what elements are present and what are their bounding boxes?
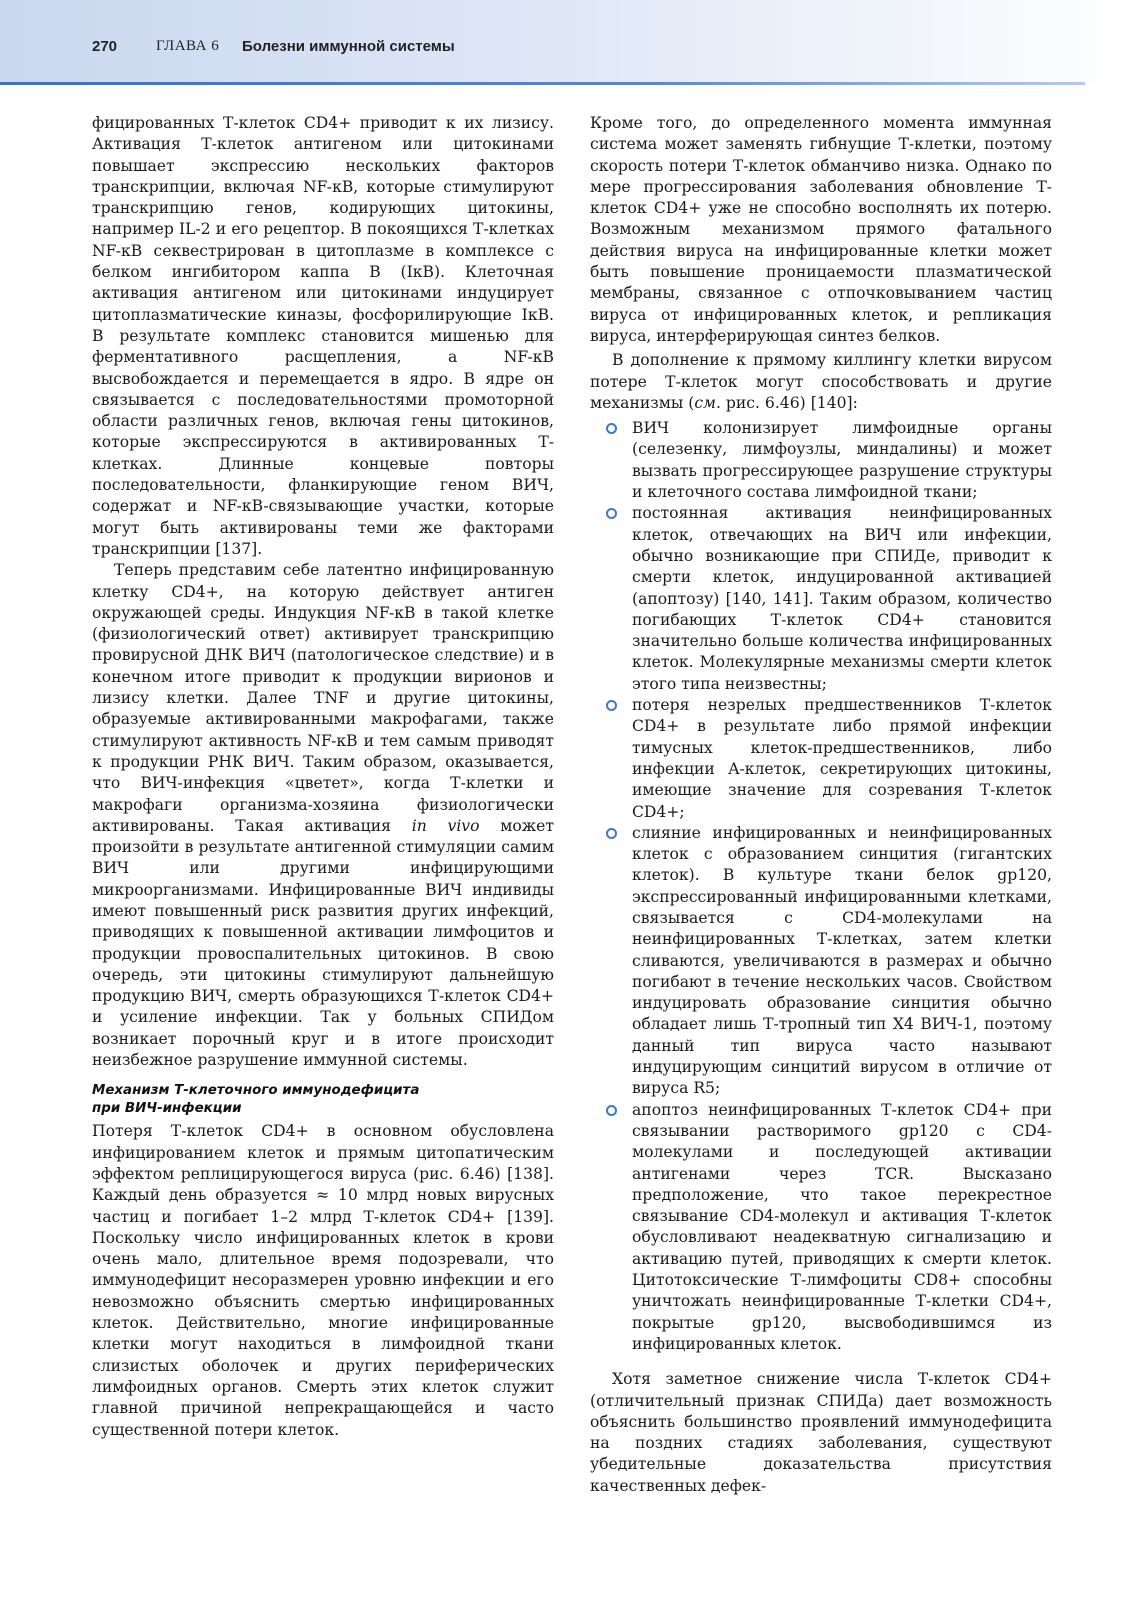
paragraph-text: В дополнение к прямому киллингу клетки вирусом потере Т-клеток могут способствовать и другие механизмы (	[590, 351, 1052, 412]
chapter-label: ГЛАВА 6	[156, 38, 220, 54]
page-number: 270	[92, 38, 118, 55]
header-rule	[0, 82, 1085, 85]
bullet-icon	[606, 1105, 617, 1116]
paragraph: Потеря Т-клеток CD4+ в основном обусловлена инфицированием клеток и прямым цитопатическим эффектом реплицирующегося вируса (рис. 6.46) [138]. Каждый день образуется ≈ 10 млрд новых вирусных частиц и погибает 1–2 млрд Т-клеток CD4+ [139]. Поскольку число инфицированных клеток в крови очень мало, длительное время подозревали, что иммунодефицит несоразмерен уровню инфекции и его невозможно объяснить смертью инфицированных клеток. Действительно, многие инфицированные клетки могут находиться в лимфоидной ткани слизистых оболочек и других периферических лимфоидных органов. Смерть этих клеток служит главной причиной непрекращающейся и часто существенной потери клеток.	[92, 1122, 554, 1439]
bullet-icon	[606, 423, 617, 434]
left-column	[92, 113, 554, 1441]
bullet-icon	[606, 700, 617, 711]
paragraph-text: рис. 6.46) [140]:	[720, 393, 858, 412]
list-item-text: потеря незрелых предшественников Т-клеток CD4+ в результате либо прямой инфекции тимусных клеток-предшественников, либо инфекции A-клеток, секретирующих цитокины, имеющие значение для созревания Т-клеток CD4+;	[632, 696, 1052, 821]
running-title: Болезни иммунной системы	[242, 38, 455, 55]
italic-term: in vivo	[411, 816, 480, 835]
list-item	[590, 695, 1052, 823]
section-subheading	[92, 1082, 554, 1118]
paragraph-text: Теперь представим себе латентно инфицированную клетку CD4+, на которую действует антиген окружающей среды. Индукция NF-κB в такой клетке (физиологический ответ) активирует транскрипцию провирусной ДНК ВИЧ (патологическое следствие) и в конечном итоге приводит к продукции вирионов и лизису клетки. Далее TNF и другие цитокины, образуемые активированными макрофагами, также стимулируют активность NF-κB и тем самым приводят к продукции РНК ВИЧ. Таким образом, оказывается, что ВИЧ-инфекция «цветет», когда Т-клетки и макрофаги организма-хозяина физиологически активированы. Такая активация	[92, 561, 554, 835]
paragraph	[92, 560, 554, 1071]
bullet-icon	[606, 828, 617, 839]
list-item-text: апоптоз неинфицированных Т-клеток CD4+ при связывании растворимого gp120 с CD4-молекулами и последующей активации антигенами через TCR. Высказано предположение, что такое перекрестное связывание CD4-молекул и активация Т-клеток обусловливают неадекватную сигнализацию и активацию путей, приводящих к смерти клеток. Цитотоксические Т-лимфоциты CD8+ способны уничтожать неинфицированные Т-клетки CD4+, покрытые gp120, высвободившимся из инфицированных клеток.	[632, 1100, 1052, 1353]
italic-term: см.	[694, 393, 721, 412]
list-item-text: постоянная активация неинфицированных клеток, отвечающих на ВИЧ или инфекции, обычно возникающие при СПИДе, приводит к смерти клеток, индуцированной активацией (апоптозу) [140, 141]. Таким образом, количество погибающих Т-клеток CD4+ становится значительно больше количества инфицированных клеток. Молекулярные механизмы смерти клеток этого типа неизвестны;	[632, 504, 1052, 693]
list-item	[590, 503, 1052, 695]
paragraph: Кроме того, до определенного момента иммунная система может заменять гибнущие Т-клетки, поэтому скорость потери Т-клеток обманчиво низка. Однако по мере прогрессирования заболевания обновление Т-клеток CD4+ уже не способно восполнять их потерю. Возможным механизмом прямого фатального действия вируса на инфицированные клетки может быть повышение проницаемости плазматической мембраны, связанное с отпочковыванием частиц вируса от инфицированных клеток, и репликация вируса, интерферирующая синтез белков.	[590, 114, 1052, 345]
paragraph: фицированных Т-клеток CD4+ приводит к их лизису. Активация Т-клеток антигеном или цитокинами повышает экспрессию нескольких факторов транскрипции, включая NF-κB, которые стимулируют транскрипцию генов, кодирующих цитокины, например IL-2 и его рецептор. В покоящихся Т-клетках NF-κB секвестрирован в цитоплазме в комплексе с белком ингибитором каппа B (IκB). Клеточная активация антигеном или цитокинами индуцирует цитоплазматические киназы, фосфорилирующие IκB. В результате комплекс становится мишенью для ферментативного расщепления, а NF-κB высвобождается и перемещается в ядро. В ядре он связывается с последовательностями промоторной области различных генов, включая гены цитокинов, которые экспрессируются в активированных Т-клетках. Длинные концевые повторы последовательности, фланкирующие геном ВИЧ, содержат и NF-κB-связывающие участки, которые могут быть активированы теми же факторами транскрипции [137].	[92, 114, 554, 558]
list-item	[590, 1100, 1052, 1356]
right-column	[590, 113, 1052, 1497]
bullet-icon	[606, 508, 617, 519]
subheading-line: при ВИЧ-инфекции	[92, 1101, 242, 1117]
subheading-line: Механизм Т-клеточного иммунодефицита	[92, 1083, 420, 1099]
paragraph	[590, 350, 1052, 414]
list-item-text: ВИЧ колонизирует лимфоидные органы (селезенку, лимфоузлы, миндалины) и может вызвать прогрессирующее разрушение структуры и клеточного состава лимфоидной ткани;	[632, 419, 1052, 502]
bullet-list	[590, 418, 1052, 1355]
list-item	[590, 823, 1052, 1100]
paragraph-text: может произойти в результате антигенной стимуляции самим ВИЧ или другими инфицирующими микроорганизмами. Инфицированные ВИЧ индивиды имеют повышенный риск развития других инфекций, приводящих к повышенной активации лимфоцитов и продукции провоспалительных цитокинов. В свою очередь, эти цитокины стимулируют дальнейшую продукцию ВИЧ, смерть образующихся Т-клеток CD4+ и усиление инфекции. Так у больных СПИДом возникает порочный круг и в итоге происходит неизбежное разрушение иммунной системы.	[92, 816, 554, 1070]
paragraph: Хотя заметное снижение числа Т-клеток CD4+ (отличительный признак СПИДа) дает возможность объяснить большинство проявлений иммунодефицита на поздних стадиях заболевания, существуют убедительные доказательства присутствия качественных дефек-	[590, 1370, 1052, 1495]
list-item	[590, 418, 1052, 503]
list-item-text: слияние инфицированных и неинфицированных клеток с образованием синцития (гигантских клеток). В культуре ткани белок gp120, экспрессированный инфицированными клетками, связывается с CD4-молекулами на неинфицированных Т-клетках, затем клетки сливаются, увеличиваются в размерах и обычно погибают в течение нескольких часов. Свойством индуцировать образование синцития обычно обладает лишь Т-тропный тип X4 ВИЧ-1, поэтому данный тип вируса часто называют индуцирующим синцитий вирусом в отличие от вируса R5;	[632, 823, 1052, 1098]
